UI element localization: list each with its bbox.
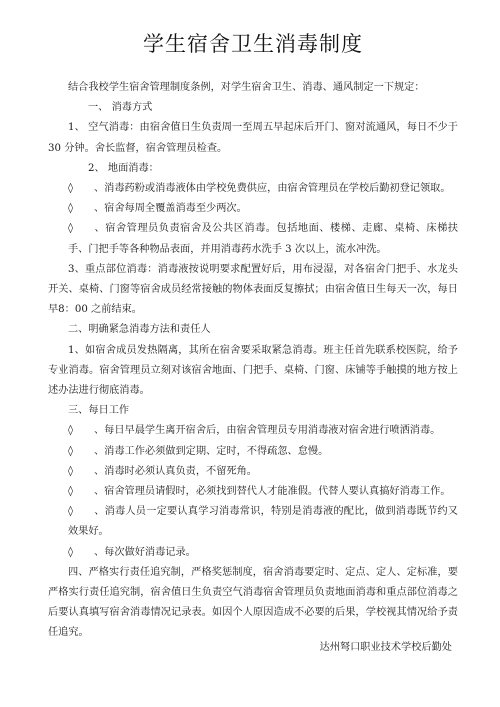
section4-body: 四、严格实行责任追究制，严格奖惩制度，宿舍消毒要定时、定点、定人、定标准，要严格实行责任追究制，宿舍值日生负责空气消毒宿舍管理员负责地面消毒和重点部位消毒之后要认真填写宿舍消毒情况记录表。如因个人原因造成不必要的后果，学校视其情况给予责任追究。	[48, 566, 458, 639]
diamond-icon: ◊	[68, 506, 74, 518]
list-item-text: 、消毒药粉或消毒液体由学校免费供应，由宿舍管理员在学校后勤初登记领取。	[94, 183, 451, 195]
list-item-text: 、消毒时必须认真负责，不留死角。	[94, 465, 257, 477]
section1-heading: 一、 消毒方式	[88, 102, 153, 114]
list-item	[48, 462, 458, 482]
list-item	[48, 219, 458, 259]
list-item-text: 、消毒人员一定要认真学习消毒常识，特别是消毒液的配比，做到消毒既节约又效果好。	[68, 506, 458, 538]
diamond-icon: ◊	[68, 425, 74, 437]
diamond-icon: ◊	[68, 183, 74, 195]
diamond-icon: ◊	[68, 546, 74, 558]
signature-line: 达州弩口职业技术学校后勤处	[319, 642, 452, 653]
list-item-text: 、消毒工作必须做到定期、定时，不得疏忽、怠慢。	[94, 445, 329, 457]
list-item-text: 、宿舍每周全覆盖消毒至少两次。	[94, 203, 247, 215]
diamond-icon: ◊	[68, 465, 74, 477]
section1-item2: 2、 地面消毒：	[88, 162, 159, 174]
diamond-icon: ◊	[68, 445, 74, 457]
list-item-text: 、宿舍管理员负责宿舍及公共区消毒。包括地面、楼梯、走廊、桌椅、床梯扶手、门把手等各种物品表面，并用消毒药水洗手 3 次以上，流水冲洗。	[68, 223, 458, 255]
diamond-icon: ◊	[68, 223, 74, 235]
page-title: 学生宿舍卫生消毒制度	[143, 32, 363, 56]
list-item	[48, 442, 458, 462]
list-item	[48, 482, 458, 502]
list-item-text: 、每日早晨学生离开宿舍后，由宿舍管理员专用消毒液对宿舍进行喷洒消毒。	[94, 425, 441, 437]
section2-body: 1、如宿舍成员发热隔离，其所在宿舍要采取紧急消毒。班主任首先联系校医院，给予专业消毒。宿舍管理员立刻对该宿舍地面、门把手、桌椅、门窗、床铺等手触摸的地方按上述办法进行彻底消毒。	[48, 344, 458, 397]
intro-paragraph: 结合我校学生宿舍管理制度条例，对学生宿舍卫生、消毒、通风制定一下规定：	[68, 82, 425, 93]
list-item	[48, 502, 458, 542]
diamond-icon: ◊	[68, 203, 74, 215]
section3-heading: 三、每日工作	[68, 405, 130, 417]
section1-item3: 3、重点部位消毒：消毒液按说明要求配置好后，用布浸湿，对各宿舍门把手、水龙头开关、桌椅、门窗等宿舍成员经常接触的物体表面反复擦拭；由宿舍值日生每天一次，每日早8：00 之前结束。	[48, 263, 458, 316]
section2-heading: 二、明确紧急消毒方法和责任人	[68, 324, 211, 336]
list-item	[48, 179, 458, 199]
list-item	[48, 421, 458, 441]
section1-item1: 1、 空气消毒：由宿舍值日生负责周一至周五早起床后开门、窗对流通风，每日不少于 30 分钟。舍长监督，宿舍管理员检查。	[48, 122, 458, 154]
list-item-text: 、宿舍管理员请假时，必须找到替代人才能准假。代替人要认真搞好消毒工作。	[94, 486, 451, 498]
diamond-icon: ◊	[68, 486, 74, 498]
list-item	[48, 199, 458, 219]
list-item	[48, 543, 458, 563]
list-item-text: 、每次做好消毒记录。	[94, 546, 196, 558]
